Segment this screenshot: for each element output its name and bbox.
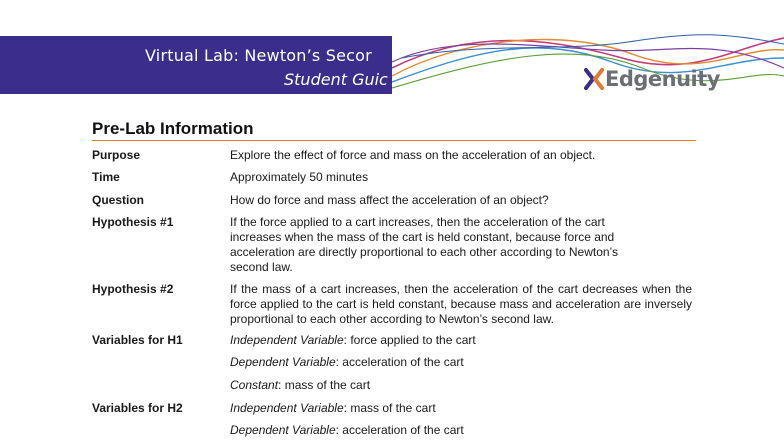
- variables-h2-label: Variables for H2: [92, 401, 183, 415]
- variables-h1-label: Variables for H1: [92, 333, 183, 347]
- document-subtitle: Student Guic: [284, 70, 388, 89]
- logo-x-icon: [584, 68, 604, 90]
- hypothesis-2-value: If the mass of a cart increases, then the acceleration of the cart decreases when the force applied to the cart is held constant, because mass and acceleration are inversely proportional to each other according to Newton’s second law.: [230, 282, 692, 326]
- time-label: Time: [92, 170, 120, 184]
- constant-value: : mass of the cart: [278, 378, 371, 392]
- dependent-variable-value: : acceleration of the cart: [335, 423, 464, 437]
- hypothesis-2-label: Hypothesis #2: [92, 282, 174, 296]
- h1-dependent-variable: [230, 355, 692, 370]
- independent-variable-term: Independent Variable: [230, 333, 344, 347]
- dependent-variable-term: Dependent Variable: [230, 423, 336, 437]
- section-divider: [92, 140, 696, 141]
- document-title: Virtual Lab: Newton’s Secor: [145, 46, 372, 65]
- independent-variable-value: : mass of the cart: [343, 401, 436, 415]
- purpose-value: Explore the effect of force and mass on the acceleration of an object.: [230, 148, 596, 162]
- h2-dependent-variable: [230, 423, 692, 438]
- question-label: Question: [92, 193, 145, 207]
- dependent-variable-term: Dependent Variable: [230, 355, 336, 369]
- section-heading: Pre-Lab Information: [92, 119, 254, 138]
- logo-text: Edgenuity: [605, 67, 720, 91]
- hypothesis-1-value: If the force applied to a cart increases, then the acceleration of the cart increases when the mass of the cart is held constant, because force and acceleration are directly proportional to each other according to Newton’s second law.: [230, 215, 618, 274]
- purpose-label: Purpose: [92, 148, 141, 162]
- title-banner: [0, 36, 392, 94]
- independent-variable-term: Independent Variable: [230, 401, 344, 415]
- hypothesis-1-label: Hypothesis #1: [92, 215, 174, 229]
- edgenuity-logo: [584, 66, 720, 92]
- time-value: Approximately 50 minutes: [230, 170, 369, 184]
- h2-independent-variable: [230, 401, 692, 416]
- question-value: How do force and mass affect the acceleration of an object?: [230, 193, 549, 207]
- constant-term: Constant: [230, 378, 279, 392]
- independent-variable-value: : force applied to the cart: [343, 333, 476, 347]
- h1-independent-variable: [230, 333, 692, 348]
- dependent-variable-value: : acceleration of the cart: [335, 355, 464, 369]
- h1-constant: [230, 378, 692, 393]
